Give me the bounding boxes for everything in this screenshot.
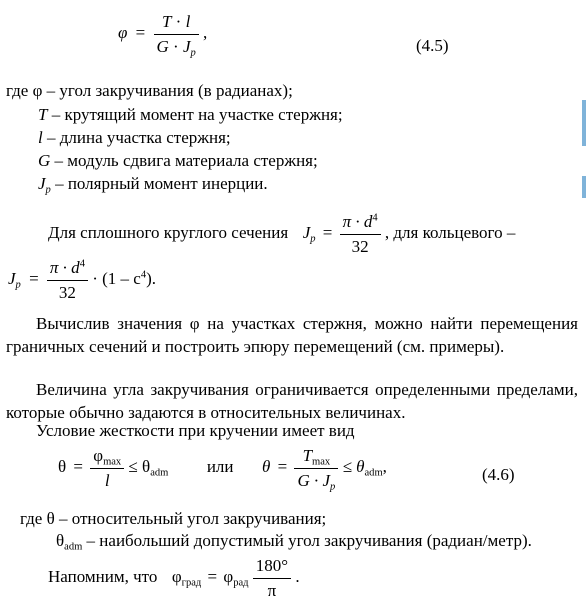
solid-section-line: Для сплошного круглого сечения $J_p$ = $\frac{\pi \cdot d^4}{32}$ , для кольцевого – xyxy=(48,212,516,256)
fraction-pi-d4-over-32: $\frac{\pi \cdot d^4}{32}$ xyxy=(340,212,381,256)
page-edge-mark xyxy=(582,176,586,198)
where-line-theta-adm: $\theta_{adm}$ – наибольший допустимый угол закручивания (радиан/метр). xyxy=(56,531,532,553)
fraction-phimax-over-l: $\frac{\varphi_{max}}{l}$ xyxy=(90,446,124,490)
or-word: или xyxy=(206,456,234,476)
shear-modulus-symbol: G xyxy=(156,36,169,56)
polar-moment-symbol: J xyxy=(302,222,311,242)
comma: , xyxy=(203,22,208,42)
paragraph-displacements: Вычислив значения φ на участках стержня, можно найти перемещения граничных сечений и построить эпюру перемещений (см. примеры). xyxy=(6,314,578,356)
where-line-phi: где φ – угол закручивания (в радианах); xyxy=(6,81,293,100)
where-line-l: l – длина участка стержня; xyxy=(38,128,231,147)
equation-number-4-5: (4.5) xyxy=(416,36,449,55)
fraction-pi-d4-over-32: $\frac{\pi \cdot d^4}{32}$ xyxy=(47,258,88,302)
torque-symbol: T xyxy=(161,12,172,31)
paragraph-angle-limits: Величина угла закручивания ограничивается определенными пределами, которые обычно задаются в относительных величинах. xyxy=(6,380,578,422)
fraction-bar xyxy=(154,34,199,35)
where-line-T: T – крутящий момент на участке стержня; xyxy=(38,105,343,124)
page-edge-mark xyxy=(582,100,586,146)
polar-moment-subscript: p xyxy=(190,47,196,59)
paragraph-stiffness-condition: Условие жесткости при кручении имеет вид xyxy=(36,421,355,440)
fraction-Tmax-over-G-Jp: $\frac{T_{max}}{G \cdot J_p}$ xyxy=(294,446,338,490)
where-line-theta: где θ – относительный угол закручивания; xyxy=(20,509,327,528)
length-symbol: l xyxy=(185,12,191,31)
polar-moment-symbol: J xyxy=(182,36,191,56)
where-line-Jp: $J_p$ – полярный момент инерции. xyxy=(38,174,268,196)
ring-section-formula: $J_p$ = $\frac{\pi \cdot d^4}{32}$ · $(1 - c^4)$. xyxy=(8,258,157,302)
equals-sign: = xyxy=(135,22,146,42)
where-line-G: G – модуль сдвига материала стержня; xyxy=(38,151,318,170)
reminder-degrees-radians: Напомним, что $\varphi_{град} = \varphi_{рад}$ $\frac{180^\circ}{\pi}$ . xyxy=(48,556,300,600)
fraction-180-over-pi: $\frac{180^\circ}{\pi}$ xyxy=(253,556,291,600)
equation-4-6: θ = $\frac{\varphi_{max}}{l}$ ≤ $\theta_{adm}$ или θ = $\frac{T_{max}}{G \cdot J_p}$ ≤ $\theta_{adm}$, xyxy=(58,446,387,493)
dot-operator: · xyxy=(175,12,182,31)
equation-4-5 xyxy=(118,12,208,59)
equation-number-4-6: (4.6) xyxy=(482,465,515,484)
polar-moment-symbol: J xyxy=(8,268,16,288)
theta-symbol: θ xyxy=(58,456,67,476)
phi-symbol: φ xyxy=(118,22,128,42)
fraction-T-l-over-G-Jp xyxy=(154,12,199,59)
dot-operator: · xyxy=(173,36,179,56)
